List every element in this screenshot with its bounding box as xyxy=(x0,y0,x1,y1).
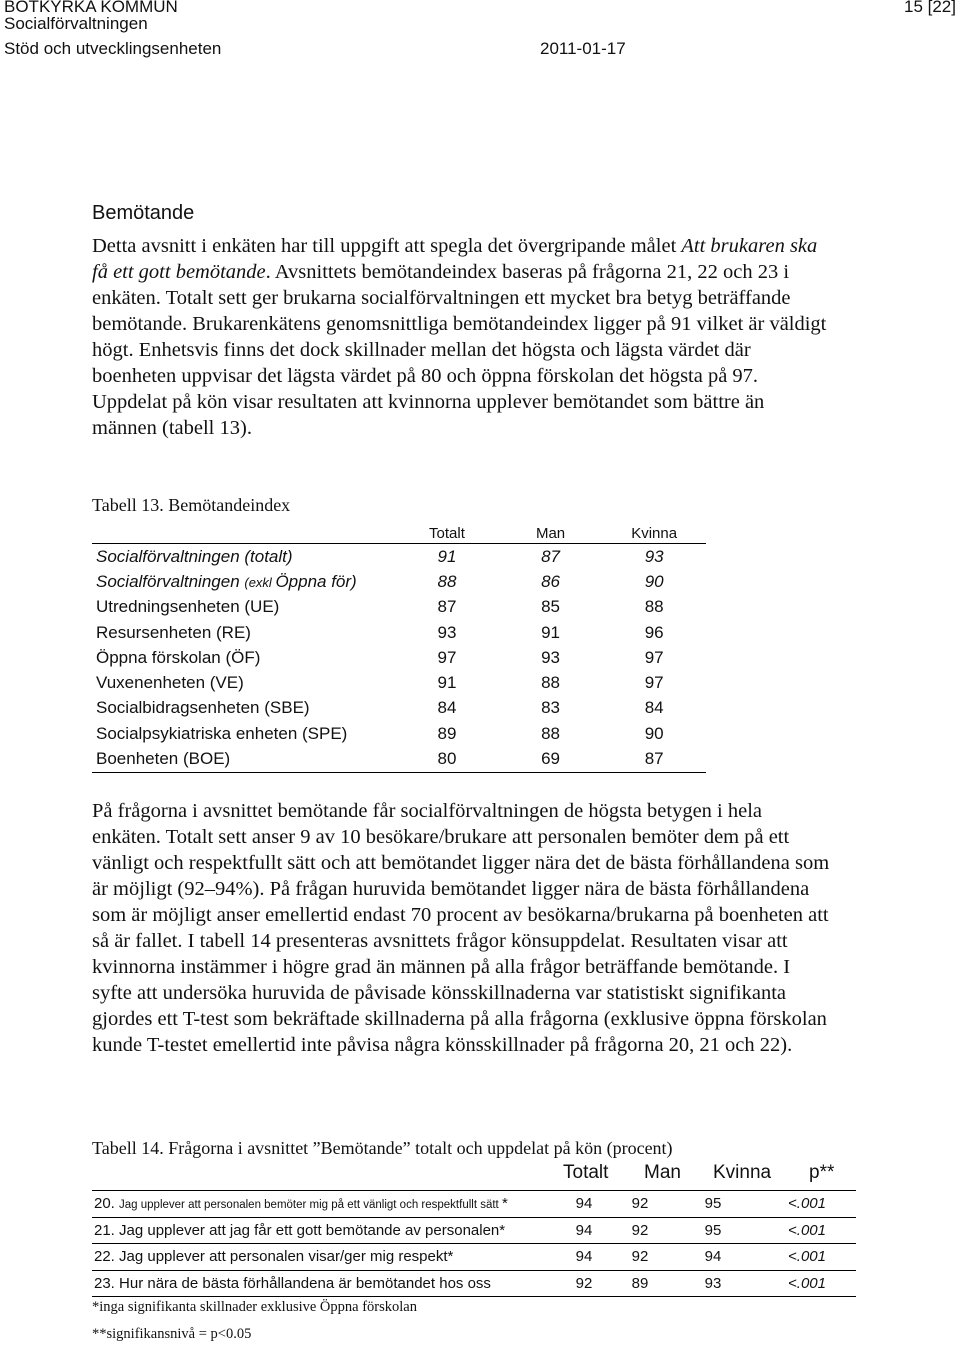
cell-value: 69 xyxy=(499,746,603,772)
cell-value: 88 xyxy=(541,723,561,743)
table14 xyxy=(92,1190,856,1297)
cell-value: 95 xyxy=(668,1217,758,1244)
row-label: Socialpsykiatriska enheten (SPE) xyxy=(96,723,348,743)
p-value: <.001 xyxy=(758,1217,856,1244)
table14-col-header: Totalt xyxy=(563,1162,609,1183)
cell-value: 85 xyxy=(541,597,561,617)
row-label: Boenheten (BOE) xyxy=(92,746,395,772)
cell-value: 94 xyxy=(556,1217,612,1244)
intro-text-goal: Att brukaren ska få ett gott bemötande xyxy=(92,235,818,283)
cell-value: 92 xyxy=(612,1217,668,1244)
cell-value: 93 xyxy=(437,622,457,642)
table-row xyxy=(92,746,706,772)
question-text: Jag upplever att personalen bemöter mig på ett vänligt och respektfullt sätt xyxy=(119,1199,502,1212)
cell-value: 88 xyxy=(541,673,561,693)
cell-value: 91 xyxy=(437,546,457,566)
p-value: <.001 xyxy=(758,1244,856,1271)
cell-value: 84 xyxy=(437,698,457,718)
row-label-rest: Öppna för) xyxy=(275,571,357,591)
cell-value: 97 xyxy=(437,647,457,667)
intro-text-part2: . Avsnittets bemötandeindex baseras på frågorna 21, 22 och 23 i enkäten. Totalt sett ger brukarna socialförvaltningen ett mycket bra betyg beträffande bemötande. Brukarenkätens genomsnittliga bemötandeindex ligger på 91 vilket är väldigt högt. Enhetsvis finns det dock skillnader mellan det högsta och lägsta värdet där boenheten uppvisar det lägsta värdet på 80 och öppna förskolan det högsta på 97. Uppdelat på kön visar resultaten att kvinnorna upplever bemötandet som bättre än männen (tabell 13). xyxy=(92,261,827,439)
cell-value: 92 xyxy=(612,1244,668,1271)
table-row xyxy=(92,1244,856,1271)
cell-value: 86 xyxy=(541,571,561,591)
table14-col-header: Man xyxy=(644,1162,681,1183)
cell-value: 94 xyxy=(556,1191,612,1218)
table-row xyxy=(92,544,706,570)
cell-value: 83 xyxy=(541,698,561,718)
cell-value: 91 xyxy=(437,673,457,693)
cell-value: 93 xyxy=(541,647,561,667)
question-label: 22. Jag upplever att personalen visar/ger mig respekt* xyxy=(92,1244,556,1271)
table-row xyxy=(92,645,706,670)
cell-value: 94 xyxy=(668,1244,758,1271)
table13-col-header: Man xyxy=(499,524,603,544)
cell-value: 91 xyxy=(541,622,561,642)
intro-text-part1: Detta avsnitt i enkäten har till uppgift att spegla det övergripande målet xyxy=(92,235,682,257)
cell-value: 97 xyxy=(644,647,664,667)
cell-value: 88 xyxy=(437,571,457,591)
cell-value: 93 xyxy=(668,1270,758,1297)
table-row xyxy=(92,595,706,620)
header-organization: BOTKYRKA KOMMUN xyxy=(4,0,178,16)
row-label xyxy=(92,569,395,594)
table13 xyxy=(92,524,706,773)
question-label: 23. Hur nära de bästa förhållandena är bemötandet hos oss xyxy=(92,1270,556,1297)
cell-value: 96 xyxy=(644,622,664,642)
table-row xyxy=(92,1217,856,1244)
header-unit: Stöd och utvecklingsenheten xyxy=(4,39,222,58)
cell-value: 90 xyxy=(644,571,664,591)
row-label: Resursenheten (RE) xyxy=(96,622,251,642)
table14-col-header: Kvinna xyxy=(713,1162,772,1183)
row-label: Utredningsenheten (UE) xyxy=(96,597,280,617)
cell-value: 80 xyxy=(395,746,499,772)
header-page-number: 15 [22] xyxy=(904,0,956,16)
cell-value: 87 xyxy=(602,746,706,772)
header-department: Socialförvaltningen xyxy=(4,14,148,33)
table-row xyxy=(92,696,706,721)
cell-value: 92 xyxy=(556,1270,612,1297)
cell-value: 93 xyxy=(644,546,664,566)
question-number: 20. xyxy=(94,1195,120,1213)
table-row xyxy=(92,569,706,594)
intro-paragraph xyxy=(92,233,828,441)
cell-value: 87 xyxy=(541,546,561,566)
table13-col-header: Totalt xyxy=(395,524,499,544)
p-value: <.001 xyxy=(758,1270,856,1297)
question-mark: * xyxy=(501,1195,508,1213)
cell-value: 90 xyxy=(644,723,664,743)
cell-value: 89 xyxy=(612,1270,668,1297)
p-value: <.001 xyxy=(758,1191,856,1218)
table14-footnote-level: **signifikansnivå = p<0.05 xyxy=(92,1326,252,1342)
section-title: Bemötande xyxy=(92,202,195,224)
table14-col-header: p** xyxy=(809,1162,835,1183)
cell-value: 92 xyxy=(612,1191,668,1218)
table-row xyxy=(92,721,706,746)
table13-header-row xyxy=(92,524,706,544)
cell-value: 84 xyxy=(644,698,664,718)
table13-caption: Tabell 13. Bemötandeindex xyxy=(92,495,291,515)
table-row xyxy=(92,620,706,645)
row-label: Öppna förskolan (ÖF) xyxy=(96,647,261,667)
cell-value: 94 xyxy=(556,1244,612,1271)
cell-value: 89 xyxy=(437,723,457,743)
table14-header xyxy=(0,1162,960,1188)
row-label: Socialförvaltningen (totalt) xyxy=(96,546,293,566)
cell-value: 87 xyxy=(437,597,457,617)
table-row xyxy=(92,1191,856,1218)
row-label-main: Socialförvaltningen xyxy=(96,571,245,591)
row-label: Vuxenenheten (VE) xyxy=(96,673,244,693)
cell-value: 97 xyxy=(644,673,664,693)
cell-value: 95 xyxy=(668,1191,758,1218)
row-label-exkl: (exkl xyxy=(244,574,276,590)
header-date: 2011-01-17 xyxy=(540,39,626,58)
table13-header-blank xyxy=(92,524,395,544)
row-label: Socialbidragsenheten (SBE) xyxy=(96,698,310,718)
table13-col-header: Kvinna xyxy=(602,524,706,544)
table14-footnote-significance: *inga signifikanta skillnader exklusive Öppna förskolan xyxy=(92,1299,417,1315)
cell-value: 88 xyxy=(644,597,664,617)
question-label: 21. Jag upplever att jag får ett gott bemötande av personalen* xyxy=(92,1217,556,1244)
question-label xyxy=(92,1191,556,1218)
table14-caption: Tabell 14. Frågorna i avsnittet ”Bemötande” totalt och uppdelat på kön (procent) xyxy=(92,1138,673,1158)
table-row xyxy=(92,1270,856,1297)
table-row xyxy=(92,670,706,695)
results-paragraph: På frågorna i avsnittet bemötande får socialförvaltningen de högsta betygen i hela enkäten. Totalt sett anser 9 av 10 besökare/brukare att personalen bemöter dem på ett vänligt och respektfullt sätt och att bemötandet ligger nära det de bästa förhållandena som är möjligt (92–94%). På frågan huruvida bemötandet ligger nära de bästa förhållandena som är möjligt anser emellertid endast 70 procent av besökarna/brukarna på boenheten att så är fallet. I tabell 14 presenteras avsnittets frågor könsuppdelat. Resultaten visar att kvinnorna instämmer i högre grad än männen på alla frågor beträffande bemötande. I syfte att undersöka huruvida de påvisade könsskillnaderna var statistiskt signifikanta gjordes ett T-test som bekräftade skillnaderna på alla frågorna (exklusive öppna förskolan kunde T-testet emellertid inte påvisa några könsskillnader på frågorna 20, 21 och 22). xyxy=(92,800,830,1056)
